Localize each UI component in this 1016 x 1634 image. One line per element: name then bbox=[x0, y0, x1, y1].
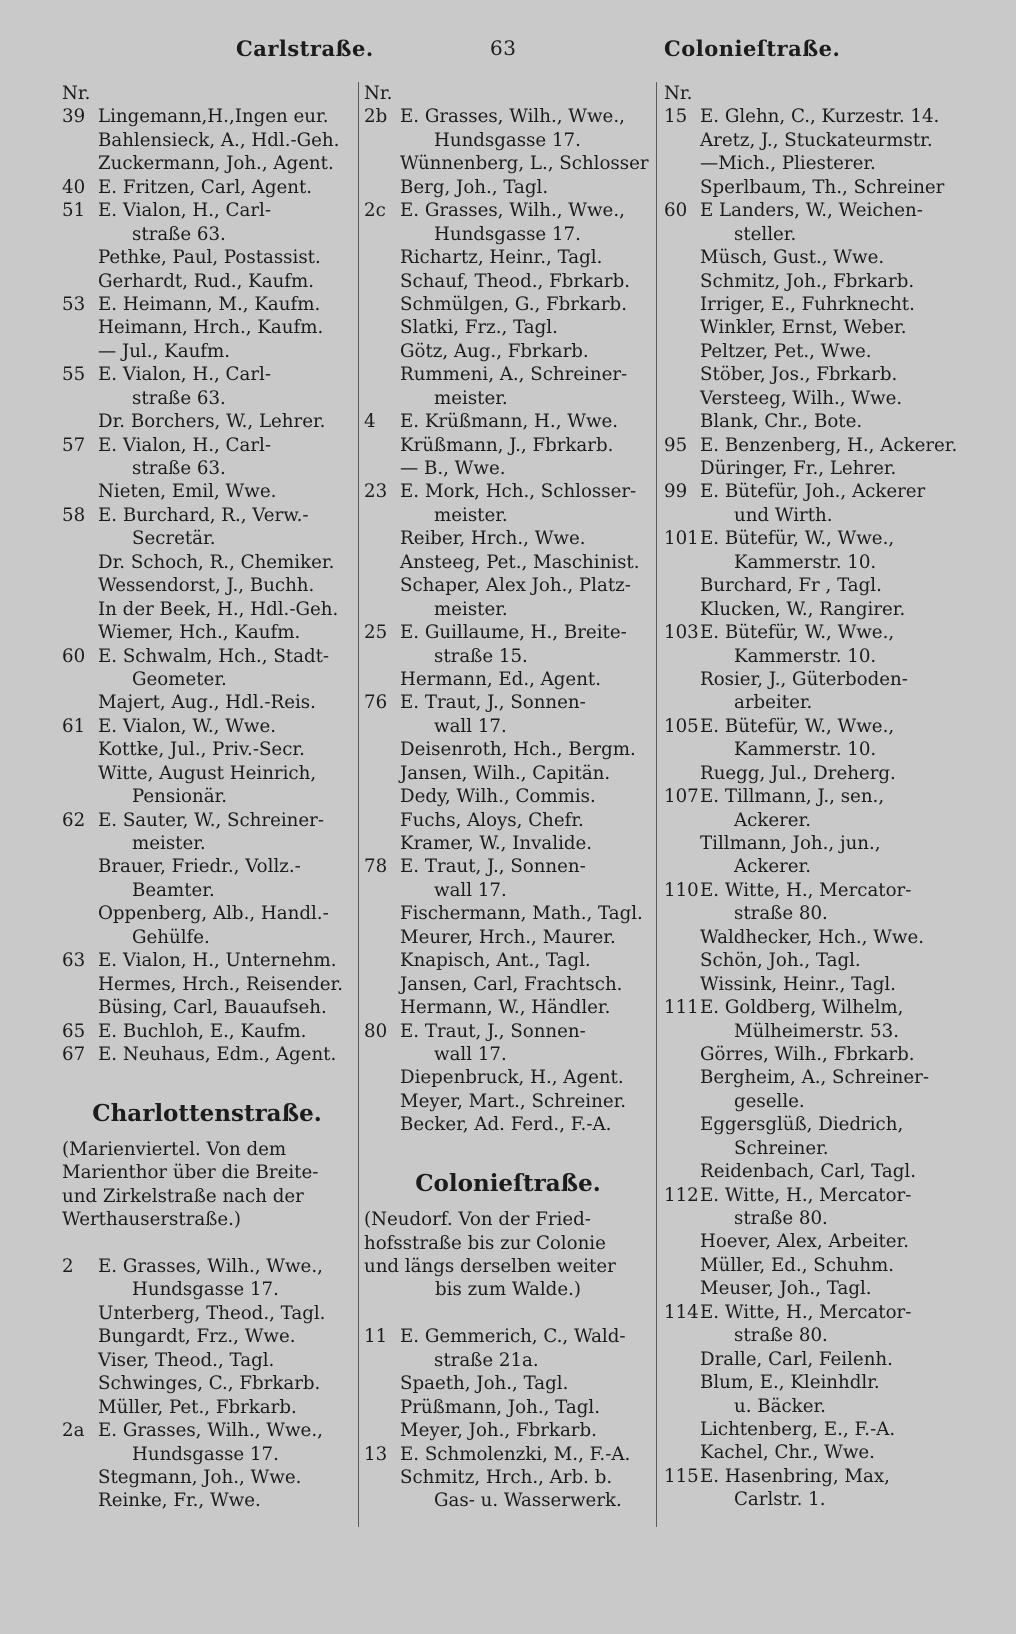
resident-line: —Mich., Pliesterer. bbox=[700, 153, 876, 175]
resident-line: Versteeg, Wilh., Wwe. bbox=[700, 387, 903, 409]
resident-line: Schmitz, Hrch., Arb. b. bbox=[400, 1466, 613, 1488]
resident-line: Dralle, Carl, Feilenh. bbox=[700, 1348, 893, 1370]
resident-line: Meyer, Joh., Fbrkarb. bbox=[400, 1420, 597, 1442]
resident-text: Lingemann,H.,Ingen eur. bbox=[98, 106, 329, 128]
house-number: 107 bbox=[664, 786, 699, 808]
resident-text: E. Fritzen, Carl, Agent. bbox=[98, 176, 313, 198]
directory-entry bbox=[364, 410, 652, 433]
house-number: 2a bbox=[62, 1420, 85, 1442]
section-description-line: Werthauserstraße.) bbox=[62, 1209, 242, 1231]
resident-line: Hermann, W., Händler. bbox=[400, 997, 611, 1019]
resident-text: E. Goldberg, Wilhelm, bbox=[700, 997, 904, 1019]
resident-text: E. Neuhaus, Edm., Agent. bbox=[98, 1043, 337, 1065]
entry-continuation: straße 80. bbox=[734, 903, 828, 925]
spacer bbox=[364, 1137, 652, 1160]
entry-continuation: Gas- u. Wasserwerk. bbox=[434, 1490, 622, 1512]
resident-line: Krüßmann, J., Fbrkarb. bbox=[400, 434, 614, 456]
entry-continuation: wall 17. bbox=[434, 1043, 507, 1065]
resident-line: Slatki, Frz., Tagl. bbox=[400, 317, 558, 339]
directory-entry bbox=[62, 1255, 352, 1278]
house-number: 62 bbox=[62, 809, 86, 831]
section-description-line: und längs derselben weiter bbox=[364, 1256, 616, 1277]
entry-continuation: Hundsgasse 17. bbox=[132, 1279, 279, 1301]
entry-continuation: und Wirth. bbox=[734, 504, 833, 526]
house-number: 4 bbox=[364, 411, 376, 433]
resident-line: Schauf, Theod., Fbrkarb. bbox=[400, 270, 631, 292]
house-number: 80 bbox=[364, 1020, 388, 1042]
resident-text: E. Grasses, Wilh., Wwe., bbox=[98, 1256, 323, 1277]
house-number: 103 bbox=[664, 622, 699, 644]
entry-continuation: straße 63. bbox=[132, 223, 226, 245]
entry-continuation: straße 63. bbox=[132, 387, 226, 409]
resident-text: E. Grasses, Wilh., Wwe., bbox=[400, 106, 625, 128]
resident-line: Becker, Ad. Ferd., F.-A. bbox=[400, 1114, 612, 1136]
resident-line: Spaeth, Joh., Tagl. bbox=[400, 1373, 569, 1395]
spacer bbox=[364, 1302, 652, 1325]
resident-line: Richartz, Heinr., Tagl. bbox=[400, 247, 603, 269]
resident-line: Hoever, Alex, Arbeiter. bbox=[700, 1231, 910, 1253]
directory-entry bbox=[62, 199, 352, 222]
resident-line: Pethke, Paul, Postassist. bbox=[98, 247, 321, 269]
house-number: 112 bbox=[664, 1184, 699, 1206]
resident-line: Sperlbaum, Th., Schreiner bbox=[700, 176, 945, 198]
resident-line: Burchard, Fr , Tagl. bbox=[700, 575, 882, 597]
resident-line: Stegmann, Joh., Wwe. bbox=[98, 1466, 302, 1488]
resident-line: Ruegg, Jul., Dreherg. bbox=[700, 762, 896, 784]
resident-text: E. Gemmerich, C., Wald- bbox=[400, 1326, 626, 1348]
resident-line: Reiber, Hrch., Wwe. bbox=[400, 528, 586, 550]
resident-line: Rosier, J., Güterboden- bbox=[700, 668, 908, 690]
resident-text: E. Glehn, C., Kurzestr. 14. bbox=[700, 106, 940, 128]
entry-continuation: Kammerstr. 10. bbox=[734, 551, 877, 573]
resident-line: Kachel, Chr., Wwe. bbox=[700, 1442, 875, 1464]
resident-line: Berg, Joh., Tagl. bbox=[400, 176, 549, 198]
resident-text: E. Benzenberg, H., Ackerer. bbox=[700, 434, 958, 456]
house-number: 95 bbox=[664, 434, 688, 456]
directory-entry bbox=[664, 199, 954, 222]
directory-entry bbox=[62, 1419, 352, 1442]
house-number: 40 bbox=[62, 176, 86, 198]
entry-continuation: Kammerstr. 10. bbox=[734, 645, 877, 667]
resident-line: Büsing, Carl, Bauaufseh. bbox=[98, 997, 327, 1019]
house-number: 60 bbox=[664, 200, 688, 222]
resident-text: E. Bütefür, W., Wwe., bbox=[700, 715, 895, 737]
resident-line: Diepenbruck, H., Agent. bbox=[400, 1067, 624, 1089]
resident-text: E. Bütefür, W., Wwe., bbox=[700, 622, 895, 644]
resident-line: Dedy, Wilh., Commis. bbox=[400, 786, 596, 808]
entry-continuation: meister. bbox=[434, 504, 508, 526]
resident-line: Witte, August Heinrich, bbox=[98, 762, 317, 784]
house-number: 53 bbox=[62, 293, 86, 315]
spacer bbox=[62, 1066, 352, 1089]
resident-line: Blank, Chr., Bote. bbox=[700, 411, 863, 433]
resident-line: Zuckermann, Joh., Agent. bbox=[98, 153, 334, 175]
entry-continuation: Pensionär. bbox=[132, 786, 228, 808]
resident-line: Schwinges, C., Fbrkarb. bbox=[98, 1373, 321, 1395]
directory-entry bbox=[364, 1443, 652, 1466]
house-number: 25 bbox=[364, 622, 388, 644]
entry-continuation: straße 80. bbox=[734, 1208, 828, 1229]
house-number: 99 bbox=[664, 481, 688, 503]
resident-line: Irriger, E., Fuhrknecht. bbox=[700, 293, 915, 315]
column-1 bbox=[62, 82, 352, 1513]
resident-line: Viser, Theod., Tagl. bbox=[98, 1349, 275, 1371]
directory-entry bbox=[62, 434, 352, 457]
entry-continuation: straße 21a. bbox=[434, 1349, 539, 1371]
resident-line: Kottke, Jul., Priv.-Secr. bbox=[98, 739, 305, 761]
entry-continuation: wall 17. bbox=[434, 879, 507, 901]
resident-line: Dr. Schoch, R., Chemiker. bbox=[98, 551, 335, 573]
resident-text: E. Schwalm, Hch., Stadt- bbox=[98, 645, 330, 667]
resident-line: Deisenroth, Hch., Bergm. bbox=[400, 739, 636, 761]
house-number: 111 bbox=[664, 997, 699, 1019]
resident-line: Schön, Joh., Tagl. bbox=[700, 950, 861, 972]
directory-entry bbox=[664, 1184, 954, 1207]
directory-entry bbox=[62, 645, 352, 668]
directory-entry bbox=[364, 621, 652, 644]
resident-line: In der Beek, H., Hdl.-Geh. bbox=[98, 598, 339, 620]
entry-continuation: Ackerer. bbox=[734, 809, 812, 831]
resident-text: E. Mork, Hch., Schlosser- bbox=[400, 481, 637, 503]
section-description-line: Marienthor über die Breite- bbox=[62, 1162, 319, 1184]
section-description-line: (Marienviertel. Von dem bbox=[62, 1138, 287, 1160]
resident-line: Lichtenberg, E., F.-A. bbox=[700, 1418, 896, 1440]
entry-continuation: u. Bäcker. bbox=[734, 1395, 826, 1417]
resident-text: E Landers, W., Weichen- bbox=[700, 200, 923, 222]
directory-entry bbox=[664, 1301, 954, 1324]
resident-text: E. Guillaume, H., Breite- bbox=[400, 622, 627, 644]
resident-line: Düringer, Fr., Lehrer. bbox=[700, 458, 897, 479]
directory-entry bbox=[364, 855, 652, 878]
house-number-label: Nr. bbox=[364, 83, 393, 104]
section-description-line: und Zirkelstraße nach der bbox=[62, 1185, 304, 1207]
resident-line: Fuchs, Aloys, Chefr. bbox=[400, 809, 584, 831]
resident-line: Eggersglüß, Diedrich, bbox=[700, 1114, 904, 1136]
resident-line: Oppenberg, Alb., Handl.- bbox=[98, 903, 329, 925]
resident-line: Jansen, Wilh., Capitän. bbox=[400, 762, 611, 784]
spacer bbox=[62, 1232, 352, 1255]
resident-line: Stöber, Jos., Fbrkarb. bbox=[700, 364, 898, 386]
directory-entry bbox=[664, 879, 954, 902]
column-2 bbox=[364, 82, 652, 1513]
directory-entry bbox=[664, 434, 958, 457]
column-divider-2 bbox=[656, 82, 657, 1527]
resident-text: E. Bütefür, W., Wwe., bbox=[700, 528, 895, 550]
resident-text: E. Bütefür, Joh., Ackerer bbox=[700, 481, 926, 503]
entry-continuation: straße 80. bbox=[734, 1325, 828, 1347]
entry-continuation: steller. bbox=[734, 223, 797, 245]
section-heading: Colonieſtraße. bbox=[415, 1170, 601, 1198]
resident-text: E. Schmolenzki, M., F.-A. bbox=[400, 1443, 631, 1465]
house-number: 115 bbox=[664, 1465, 699, 1487]
entry-continuation: Ackerer. bbox=[734, 856, 812, 878]
resident-line: Müsch, Gust., Wwe. bbox=[700, 247, 885, 269]
resident-line: Prüßmann, Joh., Tagl. bbox=[400, 1396, 600, 1418]
resident-line: Hermes, Hrch., Reisender. bbox=[98, 973, 343, 995]
entry-continuation: Hundsgasse 17. bbox=[132, 1443, 279, 1465]
house-number: 101 bbox=[664, 528, 699, 550]
house-number: 13 bbox=[364, 1443, 388, 1465]
resident-line: Müller, Ed., Schuhm. bbox=[700, 1254, 895, 1276]
resident-line: Brauer, Friedr., Vollz.- bbox=[98, 856, 301, 878]
house-number: 51 bbox=[62, 200, 86, 222]
resident-line: Rummeni, A., Schreiner- bbox=[400, 364, 628, 386]
resident-line: Götz, Aug., Fbrkarb. bbox=[400, 340, 589, 362]
entry-continuation: Geometer. bbox=[132, 668, 227, 690]
section-description-line: bis zum Walde.) bbox=[435, 1279, 581, 1301]
house-number: 114 bbox=[664, 1301, 699, 1323]
directory-entry bbox=[364, 1325, 652, 1348]
resident-text: E. Witte, H., Mercator- bbox=[700, 1184, 912, 1206]
resident-text: E. Burchard, R., Verw.- bbox=[98, 504, 309, 526]
directory-entry bbox=[664, 527, 954, 550]
resident-line: Meuser, Joh., Tagl. bbox=[700, 1278, 872, 1300]
entry-continuation: Gehülfe. bbox=[132, 926, 210, 948]
house-number: 2c bbox=[364, 200, 386, 222]
entry-continuation: Kammerstr. 10. bbox=[734, 739, 877, 761]
resident-line: Wissink, Heinr., Tagl. bbox=[700, 973, 896, 995]
resident-line: Kramer, W., Invalide. bbox=[400, 833, 593, 854]
house-number: 57 bbox=[62, 434, 86, 456]
entry-continuation: meister. bbox=[434, 598, 508, 620]
resident-text: E. Vialon, H., Carl- bbox=[98, 434, 271, 456]
section-description-line: hofsstraße bis zur Colonie bbox=[364, 1232, 606, 1254]
entry-continuation: meister. bbox=[132, 833, 206, 854]
resident-text: E. Buchloh, E., Kaufm. bbox=[98, 1020, 307, 1042]
resident-line: Waldhecker, Hch., Wwe. bbox=[700, 926, 925, 948]
resident-line: Fischermann, Math., Tagl. bbox=[400, 903, 643, 925]
house-number: 61 bbox=[62, 715, 86, 737]
resident-line: Dr. Borchers, W., Lehrer. bbox=[98, 411, 326, 433]
directory-entry bbox=[364, 199, 652, 222]
header-right-street: Colonieſtraße. bbox=[664, 36, 841, 61]
resident-line: Hermann, Ed., Agent. bbox=[400, 668, 602, 690]
resident-line: Wünnenberg, L., Schlosser bbox=[400, 153, 649, 175]
entry-continuation: meister. bbox=[434, 387, 508, 409]
directory-entry bbox=[62, 809, 352, 832]
resident-line: Bungardt, Frz., Wwe. bbox=[98, 1326, 296, 1348]
entry-continuation: Hundsgasse 17. bbox=[434, 129, 581, 151]
resident-line: Nieten, Emil, Wwe. bbox=[98, 481, 277, 503]
resident-text: E. Heimann, M., Kaufm. bbox=[98, 293, 321, 315]
resident-line: Unterberg, Theod., Tagl. bbox=[98, 1302, 326, 1324]
house-number: 39 bbox=[62, 106, 86, 128]
directory-entry bbox=[62, 176, 352, 199]
directory-entry bbox=[364, 691, 652, 714]
resident-line: Wiemer, Hch., Kaufm. bbox=[98, 622, 301, 644]
resident-line: — B., Wwe. bbox=[400, 458, 506, 479]
house-number: 76 bbox=[364, 692, 388, 714]
directory-entry bbox=[62, 949, 352, 972]
section-heading: Charlottenstraße. bbox=[92, 1099, 322, 1127]
directory-entry bbox=[664, 715, 954, 738]
directory-entry bbox=[62, 363, 352, 386]
resident-line: Heimann, Hrch., Kaufm. bbox=[98, 317, 324, 339]
directory-entry bbox=[62, 105, 352, 128]
page-number: 63 bbox=[490, 36, 517, 60]
resident-text: E. Grasses, Wilh., Wwe., bbox=[98, 1420, 323, 1442]
house-number: 58 bbox=[62, 504, 86, 526]
house-number: 63 bbox=[62, 950, 86, 972]
entry-continuation: wall 17. bbox=[434, 715, 507, 737]
resident-text: E. Vialon, H., Carl- bbox=[98, 200, 271, 222]
house-number-label: Nr. bbox=[62, 83, 91, 104]
house-number: 15 bbox=[664, 106, 688, 128]
resident-line: Müller, Pet., Fbrkarb. bbox=[98, 1396, 297, 1418]
resident-line: Peltzer, Pet., Wwe. bbox=[700, 340, 872, 362]
resident-line: Reidenbach, Carl, Tagl. bbox=[700, 1161, 916, 1183]
directory-entry bbox=[664, 105, 954, 128]
resident-line: Knapisch, Ant., Tagl. bbox=[400, 950, 591, 972]
directory-entry bbox=[664, 996, 954, 1019]
resident-line: Klucken, W., Rangirer. bbox=[700, 598, 906, 620]
directory-entry bbox=[664, 480, 954, 503]
entry-continuation: straße 63. bbox=[132, 458, 226, 479]
house-number: 11 bbox=[364, 1326, 388, 1348]
resident-text: E. Vialon, H., Unternehm. bbox=[98, 950, 337, 972]
resident-text: E. Traut, J., Sonnen- bbox=[400, 856, 586, 878]
resident-text: E. Sauter, W., Schreiner- bbox=[98, 809, 324, 831]
section-description-line: (Neudorf. Von der Fried- bbox=[364, 1209, 591, 1231]
resident-text: E. Witte, H., Mercator- bbox=[700, 879, 912, 901]
resident-line: Blum, E., Kleinhdlr. bbox=[700, 1372, 880, 1394]
entry-continuation: Carlstr. 1. bbox=[734, 1489, 826, 1511]
house-number: 55 bbox=[62, 364, 86, 386]
directory-entry bbox=[664, 785, 954, 808]
resident-line: Bergheim, A., Schreiner- bbox=[700, 1067, 929, 1089]
resident-line: Majert, Aug., Hdl.-Reis. bbox=[98, 692, 316, 714]
resident-line: Winkler, Ernst, Weber. bbox=[700, 317, 907, 339]
house-number: 105 bbox=[664, 715, 699, 737]
resident-text: E. Traut, J., Sonnen- bbox=[400, 692, 586, 714]
column-3 bbox=[664, 82, 958, 1512]
entry-continuation: geselle. bbox=[734, 1090, 805, 1112]
house-number: 2b bbox=[364, 106, 388, 128]
resident-line: Schmülgen, G., Fbrkarb. bbox=[400, 293, 627, 315]
resident-line: Schaper, Alex Joh., Platz- bbox=[400, 575, 631, 597]
resident-line: Schmitz, Joh., Fbrkarb. bbox=[700, 270, 915, 292]
header-left-street: Carlstraße. bbox=[236, 36, 374, 61]
resident-line: — Jul., Kaufm. bbox=[98, 340, 231, 362]
house-number: 65 bbox=[62, 1020, 86, 1042]
house-number-label: Nr. bbox=[664, 83, 693, 104]
resident-line: Reinke, Fr., Wwe. bbox=[98, 1490, 261, 1512]
entry-continuation: straße 15. bbox=[434, 645, 528, 667]
resident-text: E. Traut, J., Sonnen- bbox=[400, 1020, 586, 1042]
resident-line: Meurer, Hrch., Maurer. bbox=[400, 926, 616, 948]
house-number: 23 bbox=[364, 481, 388, 503]
house-number: 78 bbox=[364, 856, 388, 878]
resident-text: E. Tillmann, J., sen., bbox=[700, 786, 885, 808]
directory-entry bbox=[62, 504, 352, 527]
directory-entry bbox=[62, 1020, 352, 1043]
house-number: 67 bbox=[62, 1043, 86, 1065]
resident-text: E. Witte, H., Mercator- bbox=[700, 1301, 912, 1323]
resident-text: E. Vialon, H., Carl- bbox=[98, 364, 271, 386]
house-number: 2 bbox=[62, 1256, 74, 1277]
directory-entry bbox=[62, 293, 352, 316]
directory-entry bbox=[364, 105, 652, 128]
resident-text: E. Grasses, Wilh., Wwe., bbox=[400, 200, 625, 222]
directory-entry bbox=[62, 1043, 352, 1066]
house-number: 110 bbox=[664, 879, 699, 901]
resident-line: Meyer, Mart., Schreiner. bbox=[400, 1090, 627, 1112]
resident-text: E. Hasenbring, Max, bbox=[700, 1465, 890, 1487]
directory-entry bbox=[364, 480, 652, 503]
house-number: 60 bbox=[62, 645, 86, 667]
resident-line: Gerhardt, Rud., Kaufm. bbox=[98, 270, 315, 292]
resident-line: Jansen, Carl, Frachtsch. bbox=[400, 973, 623, 995]
resident-line: Ansteeg, Pet., Maschinist. bbox=[400, 551, 640, 573]
resident-text: E. Vialon, W., Wwe. bbox=[98, 715, 277, 737]
entry-continuation: Beamter. bbox=[132, 879, 215, 901]
resident-line: Aretz, J., Stuckateurmstr. bbox=[700, 129, 933, 151]
entry-continuation: Secretär. bbox=[132, 528, 216, 550]
entry-continuation: Hundsgasse 17. bbox=[434, 223, 581, 245]
directory-entry bbox=[364, 1020, 652, 1043]
directory-entry bbox=[62, 715, 352, 738]
entry-continuation: Schreiner. bbox=[734, 1137, 829, 1159]
directory-entry bbox=[664, 621, 954, 644]
column-divider-1 bbox=[358, 82, 359, 1527]
entry-continuation: arbeiter. bbox=[734, 692, 813, 714]
entry-continuation: Mülheimerstr. 53. bbox=[734, 1020, 899, 1042]
resident-line: Tillmann, Joh., jun., bbox=[700, 833, 881, 854]
resident-text: E. Krüßmann, H., Wwe. bbox=[400, 411, 619, 433]
resident-line: Görres, Wilh., Fbrkarb. bbox=[700, 1043, 915, 1065]
resident-line: Bahlensieck, A., Hdl.-Geh. bbox=[98, 129, 340, 151]
directory-entry bbox=[664, 1465, 954, 1488]
resident-line: Wessendorst, J., Buchh. bbox=[98, 575, 315, 597]
